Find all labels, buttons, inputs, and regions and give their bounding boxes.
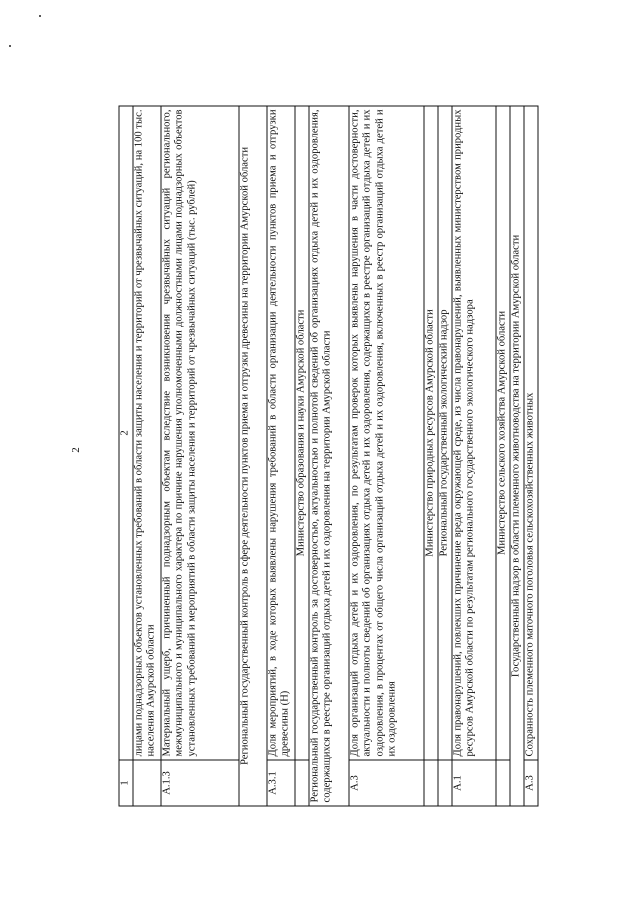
indicator-text: Доля мероприятий, в ходе которых выявлены нарушения требований в области организации деятельности пунктов приема и отгрузки древесины (Н)	[267, 106, 295, 760]
table-row	[524, 106, 538, 806]
ministry-row	[424, 106, 438, 806]
scan-speck	[39, 15, 41, 17]
rotated-table-container	[119, 106, 536, 806]
scan-speck	[9, 45, 11, 47]
indicator-text: Доля организаций отдыха детей и их оздоровления, по результатам проверок которых выявлены нарушения в части достоверности, актуальности и полноты сведений об организациях отдыха детей и их оздоровления, содержащихся в реестре организаций отдыха детей и их оздоровления, в процентах от общего числа организаций отдыха детей и их оздоровления, включенных в реестр организаций отдыха детей и их оздоровления	[349, 106, 424, 760]
ministry-heading: Министерство природных ресурсов Амурской области	[424, 106, 438, 760]
section-heading: Региональный государственный контроль в сфере деятельности пунктов приема и отгрузки древесины на территории Амурской области	[239, 106, 267, 806]
section-row	[239, 106, 267, 806]
section-heading: Государственный надзор в области племенного животноводства на территории Амурской области	[510, 106, 524, 806]
table-row	[161, 106, 239, 806]
header-col-1: 1	[119, 760, 133, 806]
code-cell: А.3.1	[267, 760, 295, 806]
section-heading: Региональный государственный контроль за достоверностью, актуальностью и полнотой сведений об организациях отдыха детей и их оздоровления, содержащихся в реестре организаций отдыха детей и их оздоровления на территории Амурской области	[309, 106, 349, 806]
table-header-row	[119, 106, 133, 806]
section-row	[438, 106, 452, 806]
code-cell: А.3	[524, 760, 538, 806]
section-heading: Региональный государственный экологический надзор	[438, 106, 452, 760]
table-row	[133, 106, 161, 806]
indicator-text: Сохранность племенного маточного поголовья сельскохозяйственных животных	[524, 106, 538, 760]
indicator-table	[119, 105, 539, 806]
section-row	[510, 106, 524, 806]
table-row	[267, 106, 295, 806]
code-cell	[496, 760, 510, 806]
indicator-text: Материальный ущерб, причиненный поднадзорным объектам вследствие возникновения чрезвычайных ситуаций регионального, межмуниципального и муниципального характера по причине нарушения уполномоченными должностными лицами поднадзорных объектов установленных требований и мероприятий в области защиты населения и территорий от чрезвычайных ситуаций (тыс. рублей)	[161, 106, 239, 760]
section-row	[309, 106, 349, 806]
code-cell	[438, 760, 452, 806]
header-col-2: 2	[119, 106, 133, 760]
page-number: 2	[70, 447, 82, 453]
code-cell: А.1.3	[161, 760, 239, 806]
table-row	[452, 106, 496, 806]
code-cell	[424, 760, 438, 806]
code-cell: А.1	[452, 760, 496, 806]
indicator-text: лицами поднадзорных объектов установленных требований в области защиты населения и территорий от чрезвычайных ситуаций, на 100 тыс. населения Амурской области	[133, 106, 161, 760]
table-row	[349, 106, 424, 806]
ministry-row	[496, 106, 510, 806]
indicator-text: Доля правонарушений, повлекших причинение вреда окружающей среде, из числа правонарушений, выявленных министерством природных ресурсов Амурской области по результатам регионального государственного экологического надзора	[452, 106, 496, 760]
code-cell	[295, 760, 309, 806]
ministry-row	[295, 106, 309, 806]
code-cell	[133, 760, 161, 806]
ministry-heading: Министерство образования и науки Амурской области	[295, 106, 309, 760]
ministry-heading: Министерство сельского хозяйства Амурской области	[496, 106, 510, 760]
code-cell: А.3	[349, 760, 424, 806]
